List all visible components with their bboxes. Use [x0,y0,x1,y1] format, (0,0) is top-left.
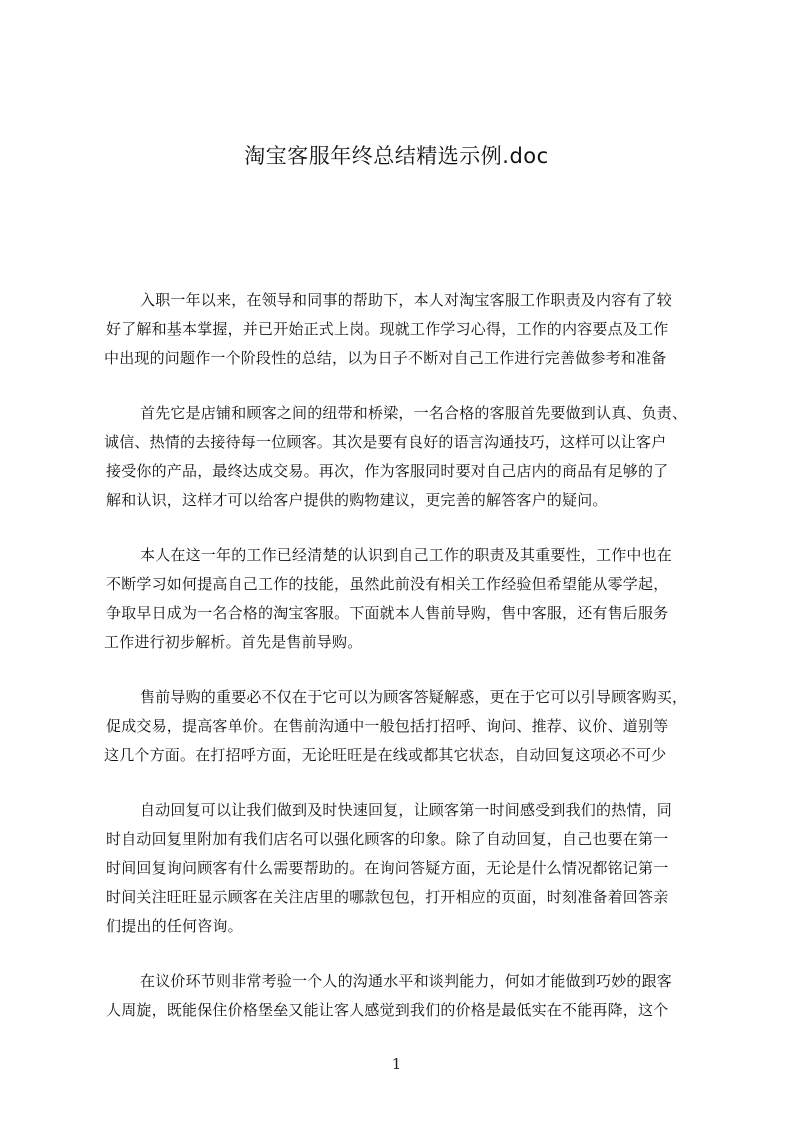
paragraph-bargaining [96,967,708,1025]
paragraph-line: 人周旋，既能保住价格堡垒又能让客人感觉到我们的价格是最低实在不能再降，这个 [106,1001,669,1019]
paragraph-year-review [96,541,708,657]
paragraph-line: 中出现的问题作一个阶段性的总结，以为日子不断对自己工作进行完善做参考和准备 [104,349,667,367]
paragraph-auto-reply [96,796,708,941]
paragraph-line: 不断学习如何提高自己工作的技能，虽然此前没有相关工作经验但希望能从零学起， [106,575,669,593]
paragraph-line: 自动回复可以让我们做到及时快速回复，让顾客第一时间感受到我们的热情，同 [140,801,673,819]
paragraph-line: 们提出的任何咨询。 [106,917,243,935]
paragraph-line: 诚信、热情的去接待每一位顾客。其次是要有良好的语言沟通技巧，这样可以让客户 [104,433,667,451]
document-body [96,286,708,1051]
paragraph-intro [96,286,708,373]
paragraph-line: 争取早日成为一名合格的淘宝客服。下面就本人售前导购，售中客服，还有售后服务 [106,604,669,622]
paragraph-line: 这几个方面。在打招呼方面，无论旺旺是在线或都其它状态，自动回复这项必不可少 [104,746,667,764]
paragraph-line: 接受你的产品，最终达成交易。再次，作为客服同时要对自己店内的商品有足够的了 [106,462,669,480]
paragraph-line: 好了解和基本掌握，并已开始正式上岗。现就工作学习心得，工作的内容要点及工作 [106,320,669,338]
paragraph-line: 工作进行初步解析。首先是售前导购。 [104,633,363,651]
paragraph-line: 时间关注旺旺显示顾客在关注店里的哪款包包，打开相应的页面，时刻准备着回答亲 [106,888,669,906]
paragraph-line: 售前导购的重要必不仅在于它可以为顾客答疑解惑，更在于它可以引导顾客购买， [140,688,688,706]
paragraph-line: 解和认识，这样才可以给客户提供的购物建议，更完善的解答客户的疑问。 [106,491,608,509]
paragraph-line: 时间回复询问顾客有什么需要帮助的。在询问答疑方面，无论是什么情况都铭记第一 [106,859,669,877]
page-number: 1 [391,1055,402,1073]
paragraph-presale [96,683,708,770]
document-title: 淘宝客服年终总结精选示例.doc [244,144,549,168]
paragraph-line: 首先它是店铺和顾客之间的纽带和桥梁，一名合格的客服首先要做到认真、负责、 [140,404,688,422]
paragraph-line: 时自动回复里附加有我们店名可以强化顾客的印象。除了自动回复，自己也要在第一 [106,830,669,848]
paragraph-line: 本人在这一年的工作已经清楚的认识到自己工作的职责及其重要性，工作中也在 [140,546,673,564]
paragraph-line: 促成交易，提高客单价。在售前沟通中一般包括打招呼、询问、推荐、议价、道别等 [106,717,669,735]
paragraph-line: 在议价环节则非常考验一个人的沟通水平和谈判能力，何如才能做到巧妙的跟客 [140,972,673,990]
paragraph-role [96,399,708,515]
paragraph-line: 入职一年以来，在领导和同事的帮助下，本人对淘宝客服工作职责及内容有了较 [140,291,673,309]
